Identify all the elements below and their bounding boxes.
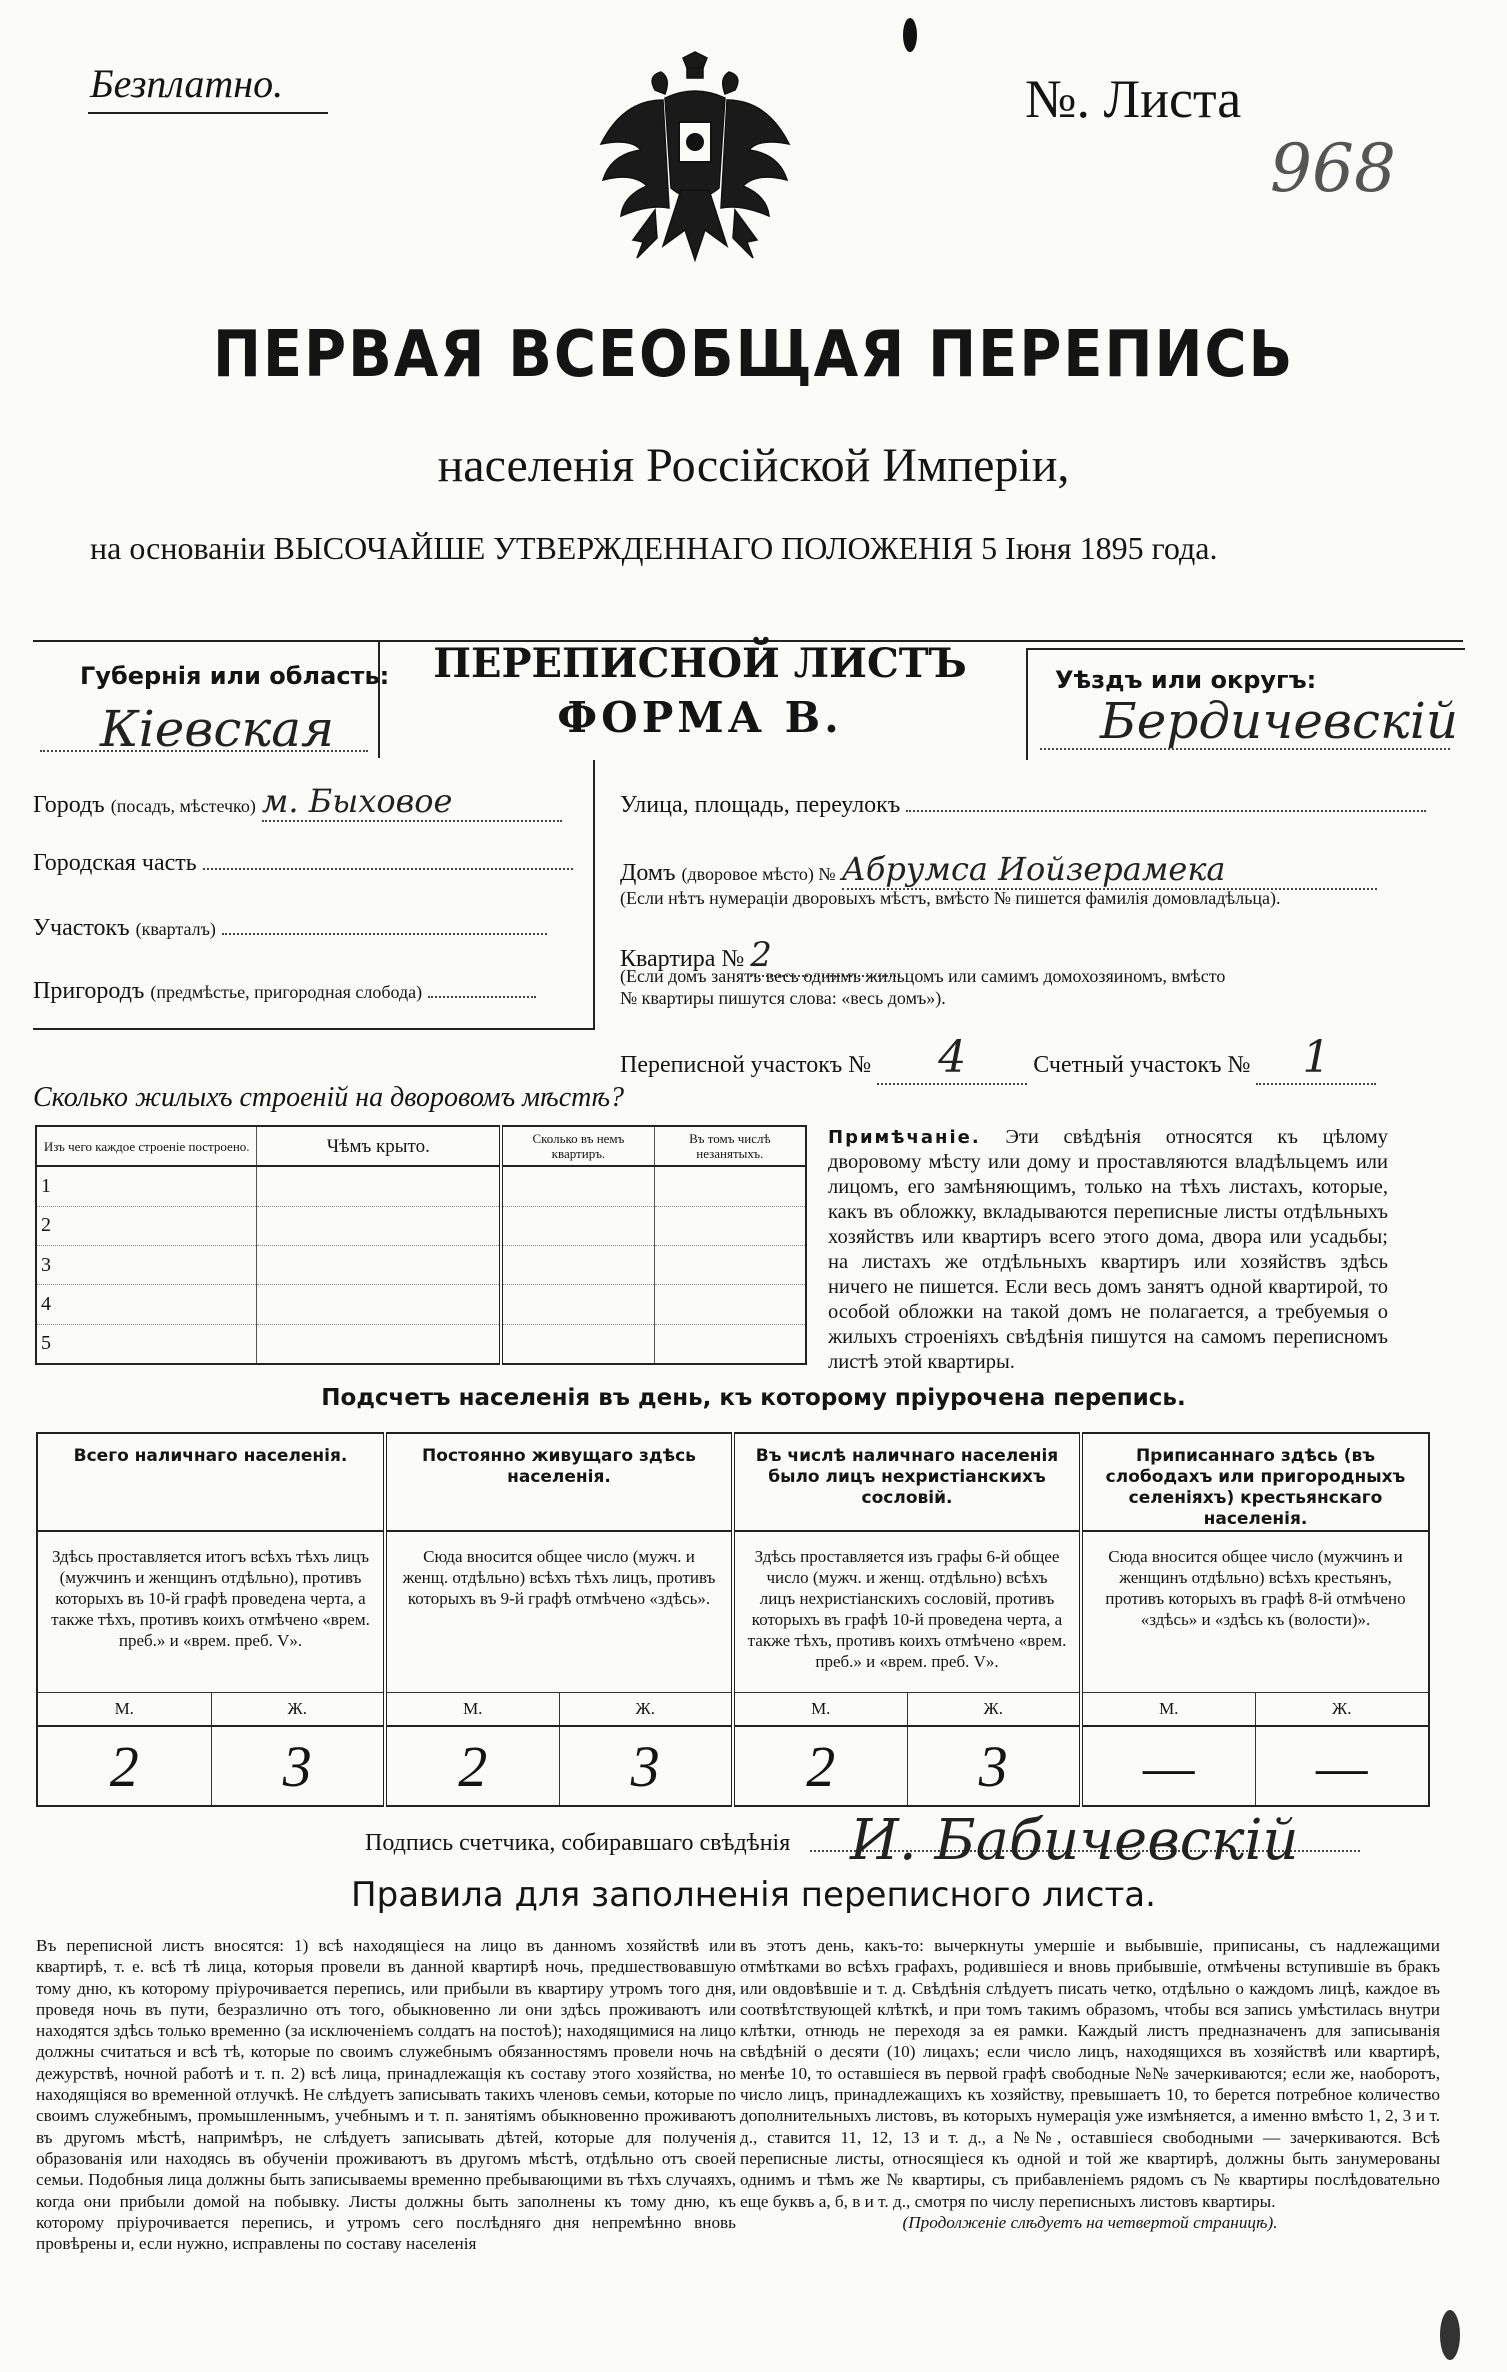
census-district-field bbox=[620, 1032, 1376, 1085]
uezd-label: Уѣздъ или округъ: bbox=[1055, 666, 1317, 694]
prigorod-note: (предмѣстье, пригородная слобода) bbox=[150, 982, 423, 1002]
census-district-value: 4 bbox=[877, 1032, 1027, 1085]
prigorod-field bbox=[33, 978, 536, 1005]
table-row bbox=[36, 1206, 806, 1245]
page-subtitle: населенія Россійской Имперіи, bbox=[437, 439, 1070, 492]
rules-title: Правила для заполненія переписного листа. bbox=[351, 1875, 1156, 1915]
double-headed-eagle-icon bbox=[595, 50, 795, 275]
street-field bbox=[620, 792, 1426, 819]
city-field bbox=[33, 782, 562, 822]
count-district-label: Счетный участокъ № bbox=[1033, 1052, 1251, 1078]
street-label: Улица, площадь, переулокъ bbox=[620, 792, 901, 818]
kvartira-sub-note-2: № квартиры пишутся слова: «весь домъ»). bbox=[620, 988, 946, 1008]
uezd-value: Бердичевскій bbox=[1100, 692, 1459, 750]
total-male-value: 2 bbox=[37, 1726, 211, 1806]
resident-female-value: 3 bbox=[559, 1726, 733, 1806]
count-district-value: 1 bbox=[1256, 1032, 1376, 1085]
gubernia-dotted-line bbox=[40, 750, 368, 752]
house-value: Абрумса Иойзерамека bbox=[842, 850, 1377, 890]
city-label: Городъ bbox=[33, 792, 105, 818]
city-part-label: Городская часть bbox=[33, 850, 197, 876]
address-bottom-rule bbox=[33, 1028, 595, 1030]
count-col-peasant-head: Приписаннаго здѣсь (въ слободахъ или пригородныхъ селеніяхъ) крестьянскаго населенія. bbox=[1081, 1433, 1429, 1531]
male-header: М. bbox=[733, 1693, 907, 1727]
house-note: (дворовое мѣсто) № bbox=[681, 864, 836, 884]
count-col-resident-head: Постоянно живущаго здѣсь населенія. bbox=[385, 1433, 733, 1531]
prigorod-dots bbox=[428, 996, 536, 998]
table-row bbox=[36, 1324, 806, 1364]
street-dots bbox=[906, 810, 1426, 812]
rules-continued: (Продолженіе слѣдуетъ на четвертой страницѣ). bbox=[902, 2212, 1278, 2232]
ink-dot bbox=[903, 18, 917, 52]
census-district-label: Переписной участокъ № bbox=[620, 1052, 872, 1078]
note-text: Эти свѣдѣнія относятся къ цѣлому дворовому мѣсту или дому и проставляются владѣльцемъ или лицомъ, его замѣняющимъ, только на тѣхъ листахъ, которые, какъ въ обложку, вкладываются переписные листы отдѣльныхъ хозяйствъ или квартиръ всего этого дома, двора или усадьбы; на листахъ же отдѣльныхъ квартиръ или хозяйствъ здѣсь ничего не пишется. Если весь домъ занятъ одной квартирой, то особой обложки на такой домъ не полагается, а требуемыя о жилыхъ строеніяхъ свѣдѣнія пишутся на самомъ переписномъ листѣ этой квартиры. bbox=[828, 1126, 1389, 1373]
population-count-table bbox=[36, 1432, 1430, 1807]
form-title: ПЕРЕПИСНОЙ ЛИСТЪ bbox=[433, 640, 967, 687]
row-number: 1 bbox=[36, 1166, 257, 1206]
sheet-number-label: №. Листа bbox=[1025, 69, 1242, 129]
nonchristian-male-value: 2 bbox=[733, 1726, 907, 1806]
count-col-nonchristian-head: Въ числѣ наличнаго населенія было лицъ нехристіанскихъ сословій. bbox=[733, 1433, 1081, 1531]
table-row bbox=[36, 1245, 806, 1284]
city-part-dots bbox=[203, 868, 573, 870]
nonchristian-female-value: 3 bbox=[907, 1726, 1081, 1806]
sheet-number-handwritten: 968 bbox=[1270, 130, 1396, 207]
buildings-table bbox=[35, 1125, 807, 1365]
male-header: М. bbox=[1081, 1693, 1255, 1727]
prigorod-label: Пригородъ bbox=[33, 978, 145, 1004]
page-title: ПЕРВАЯ ВСЕОБЩАЯ ПЕРЕПИСЬ bbox=[212, 318, 1295, 392]
peasant-male-value: — bbox=[1081, 1726, 1255, 1806]
total-female-value: 3 bbox=[211, 1726, 385, 1806]
row-number: 4 bbox=[36, 1285, 257, 1324]
buildings-header-roof: Чѣмъ крыто. bbox=[257, 1126, 501, 1166]
count-col-resident-desc: Сюда вносится общее число (мужч. и женщ. отдѣльно) всѣхъ тѣхъ лицъ, противъ которыхъ въ 9-й графѣ отмѣчено «здѣсь». bbox=[385, 1531, 733, 1693]
table-row bbox=[36, 1285, 806, 1324]
female-header: Ж. bbox=[559, 1693, 733, 1727]
kvartira-value: 2 bbox=[750, 935, 900, 977]
buildings-header-vacant: Въ томъ числѣ незанятыхъ. bbox=[654, 1126, 806, 1166]
signature-label: Подпись счетчика, собиравшаго свѣдѣнія bbox=[365, 1830, 791, 1856]
free-label: Безплатно. bbox=[90, 61, 284, 106]
uchastok-label: Участокъ bbox=[33, 915, 130, 941]
gubernia-value: Кіевская bbox=[100, 700, 335, 758]
peasant-female-value: — bbox=[1255, 1726, 1429, 1806]
gubernia-label: Губернія или область: bbox=[80, 662, 390, 690]
house-field bbox=[620, 850, 1377, 890]
note-block bbox=[828, 1125, 1388, 1375]
count-title: Подсчетъ населенія въ день, къ которому пріурочена перепись. bbox=[321, 1385, 1186, 1411]
count-col-nonchristian-desc: Здѣсь проставляется изъ графы 6-й общее число (мужч. и женщ. отдѣльно) всѣхъ лицъ нехристіанскихъ сословій, противъ которыхъ въ графѣ 10-й проведена черта, а также тѣхъ, противъ коихъ отмѣчено «врем. преб.» и «врем. преб. V». bbox=[733, 1531, 1081, 1693]
rules-right-column bbox=[740, 1935, 1440, 2233]
male-header: М. bbox=[37, 1693, 211, 1727]
house-sub-note: (Если нѣтъ нумераціи дворовыхъ мѣстъ, вмѣсто № пишется фамилія домовладѣльца). bbox=[620, 888, 1281, 908]
rules-left-column: Въ переписной листъ вносятся: 1) всѣ находящіеся на лицо въ данномъ хозяйствѣ или квартирѣ, т. е. всѣ тѣ лица, которыя провели въ данной квартирѣ ночь, предшествовавшую тому дню, къ которому пріурочивается перепись, или прибыли въ квартиру утромъ того дня, проведя ночь въ пути, безразлично отъ того, обыкновенно ли они здѣсь проживаютъ или находятся здѣсь только временно (за исключеніемъ солдатъ на постоѣ); находящимися на лицо должны считаться и всѣ тѣ, которые по своимъ служебнымъ обязанностямъ провели ночь на дежурствѣ, ночной работѣ и т. п. 2) всѣ лица, принадлежащія къ составу этого хозяйства, но находящіяся во временной отлучкѣ. Не слѣдуетъ записывать такихъ членовъ семьи, которые по своимъ служебнымъ, промышленнымъ, учебнымъ и т. п. занятіямъ обыкновенно проживаютъ въ другомъ мѣстѣ, напримѣръ, не слѣдуетъ записывать дѣтей, которые для полученія образованія или находясь въ обученіи проживаютъ въ другомъ мѣстѣ, отдѣльно отъ своей семьи. Подобныя лица должны быть записываемы временно пребывающими въ тѣхъ случаяхъ, когда они прибыли домой на побывку. Листы должны быть заполнены къ тому дню, къ которому пріурочивается перепись, и утромъ сего послѣдняго дня непремѣнно вновь провѣрены и, если нужно, исправлены по составу населенія bbox=[36, 1936, 736, 2254]
kvartira-label: Квартира № bbox=[620, 946, 745, 972]
row-number: 2 bbox=[36, 1206, 257, 1245]
house-label: Домъ bbox=[620, 860, 676, 886]
buildings-header-material: Изъ чего каждое строеніе построено. bbox=[36, 1126, 257, 1166]
female-header: Ж. bbox=[907, 1693, 1081, 1727]
form-subtitle: ФОРМА В. bbox=[557, 693, 843, 742]
city-part-field bbox=[33, 850, 573, 877]
table-row bbox=[36, 1166, 806, 1206]
note-head: Примѣчаніе. bbox=[828, 1127, 981, 1148]
uchastok-dots bbox=[222, 933, 547, 935]
uchastok-note: (кварталъ) bbox=[135, 919, 216, 939]
count-col-total-desc: Здѣсь проставляется итогъ всѣхъ тѣхъ лицъ (мужчинъ и женщинъ отдѣльно), противъ которыхъ въ 10-й графѣ проведена черта, а также тѣхъ, противъ коихъ отмѣчено «врем. преб.» и «врем. преб. V». bbox=[37, 1531, 385, 1693]
rules-right-text: въ этотъ день, какъ-то: вычеркнуты умершіе и выбывшіе, приписаны, съ надлежащими отмѣтками во всѣхъ графахъ, родившіеся и вновь прибывшіе, отмѣчены вступившіе въ бракъ или овдовѣвшіе и т. д. Свѣдѣнія слѣдуетъ писать четко, отдѣльно о каждомъ лицѣ, каждое въ соотвѣтствующей клѣткѣ, и при томъ такимъ образомъ, чтобы вся запись умѣстилась внутри клѣтки, отнюдь не переходя за ея рамки. Каждый листъ предназначенъ для записыванія свѣдѣній о десяти (10) лицахъ; если число лицъ, находящихся въ хозяйствѣ или квартирѣ, менѣе 10, то оставшіеся въ первой графѣ свободные №№ зачеркиваются; если же, наоборотъ, число лицъ, принадлежащихъ къ хозяйству, превышаетъ 10, то берется потребное количество дополнительныхъ листовъ, въ которыхъ нумерація уже измѣняется, а именно вмѣсто 1, 2, 3 и т. д., ставится 11, 12, 13 и т. д., а №№, оставшіеся свободными — зачеркиваются. Всѣ переписные листы, относящіеся къ одной и той же квартирѣ, должны быть занумерованы однимъ и тѣмъ же № квартиры, съ прибавленіемъ рядомъ съ № квартиры послѣдовательно еще буквъ а, б, в и т. д., смотря по числу переписныхъ листовъ квартиры. bbox=[740, 1936, 1440, 2211]
male-header: М. bbox=[385, 1693, 559, 1727]
signature-value: И. Бабичевскій bbox=[850, 1808, 1299, 1873]
uchastok-field bbox=[33, 915, 547, 942]
ink-stain bbox=[1440, 2310, 1460, 2360]
row-number: 5 bbox=[41, 1332, 51, 1355]
city-value: м. Быховое bbox=[262, 782, 562, 822]
female-header: Ж. bbox=[211, 1693, 385, 1727]
count-col-peasant-desc: Сюда вносится общее число (мужчинъ и женщинъ отдѣльно) всѣхъ крестьянъ, противъ которыхъ въ графѣ 8-й отмѣчено «здѣсь» и «здѣсь къ (волости)». bbox=[1081, 1531, 1429, 1693]
female-header: Ж. bbox=[1255, 1693, 1429, 1727]
kvartira-sub-note-1: (Если домъ занятъ весь однимъ жильцомъ или самимъ домохозяиномъ, вмѣсто bbox=[620, 966, 1226, 986]
legal-basis: на основаніи ВЫСОЧАЙШЕ УТВЕРЖДЕННАГО ПОЛОЖЕНІЯ 5 Іюня 1895 года. bbox=[90, 530, 1218, 566]
count-col-total-head: Всего наличнаго населенія. bbox=[37, 1433, 385, 1531]
buildings-header-apartments: Сколько въ немъ квартиръ. bbox=[501, 1126, 654, 1166]
resident-male-value: 2 bbox=[385, 1726, 559, 1806]
free-underline bbox=[88, 112, 328, 114]
uezd-dotted-line bbox=[1040, 748, 1450, 750]
address-divider bbox=[593, 760, 595, 1030]
row-number: 3 bbox=[36, 1245, 257, 1284]
buildings-question: Сколько жилыхъ строеній на дворовомъ мѣстѣ? bbox=[33, 1082, 625, 1113]
city-note: (посадъ, мѣстечко) bbox=[110, 796, 256, 816]
